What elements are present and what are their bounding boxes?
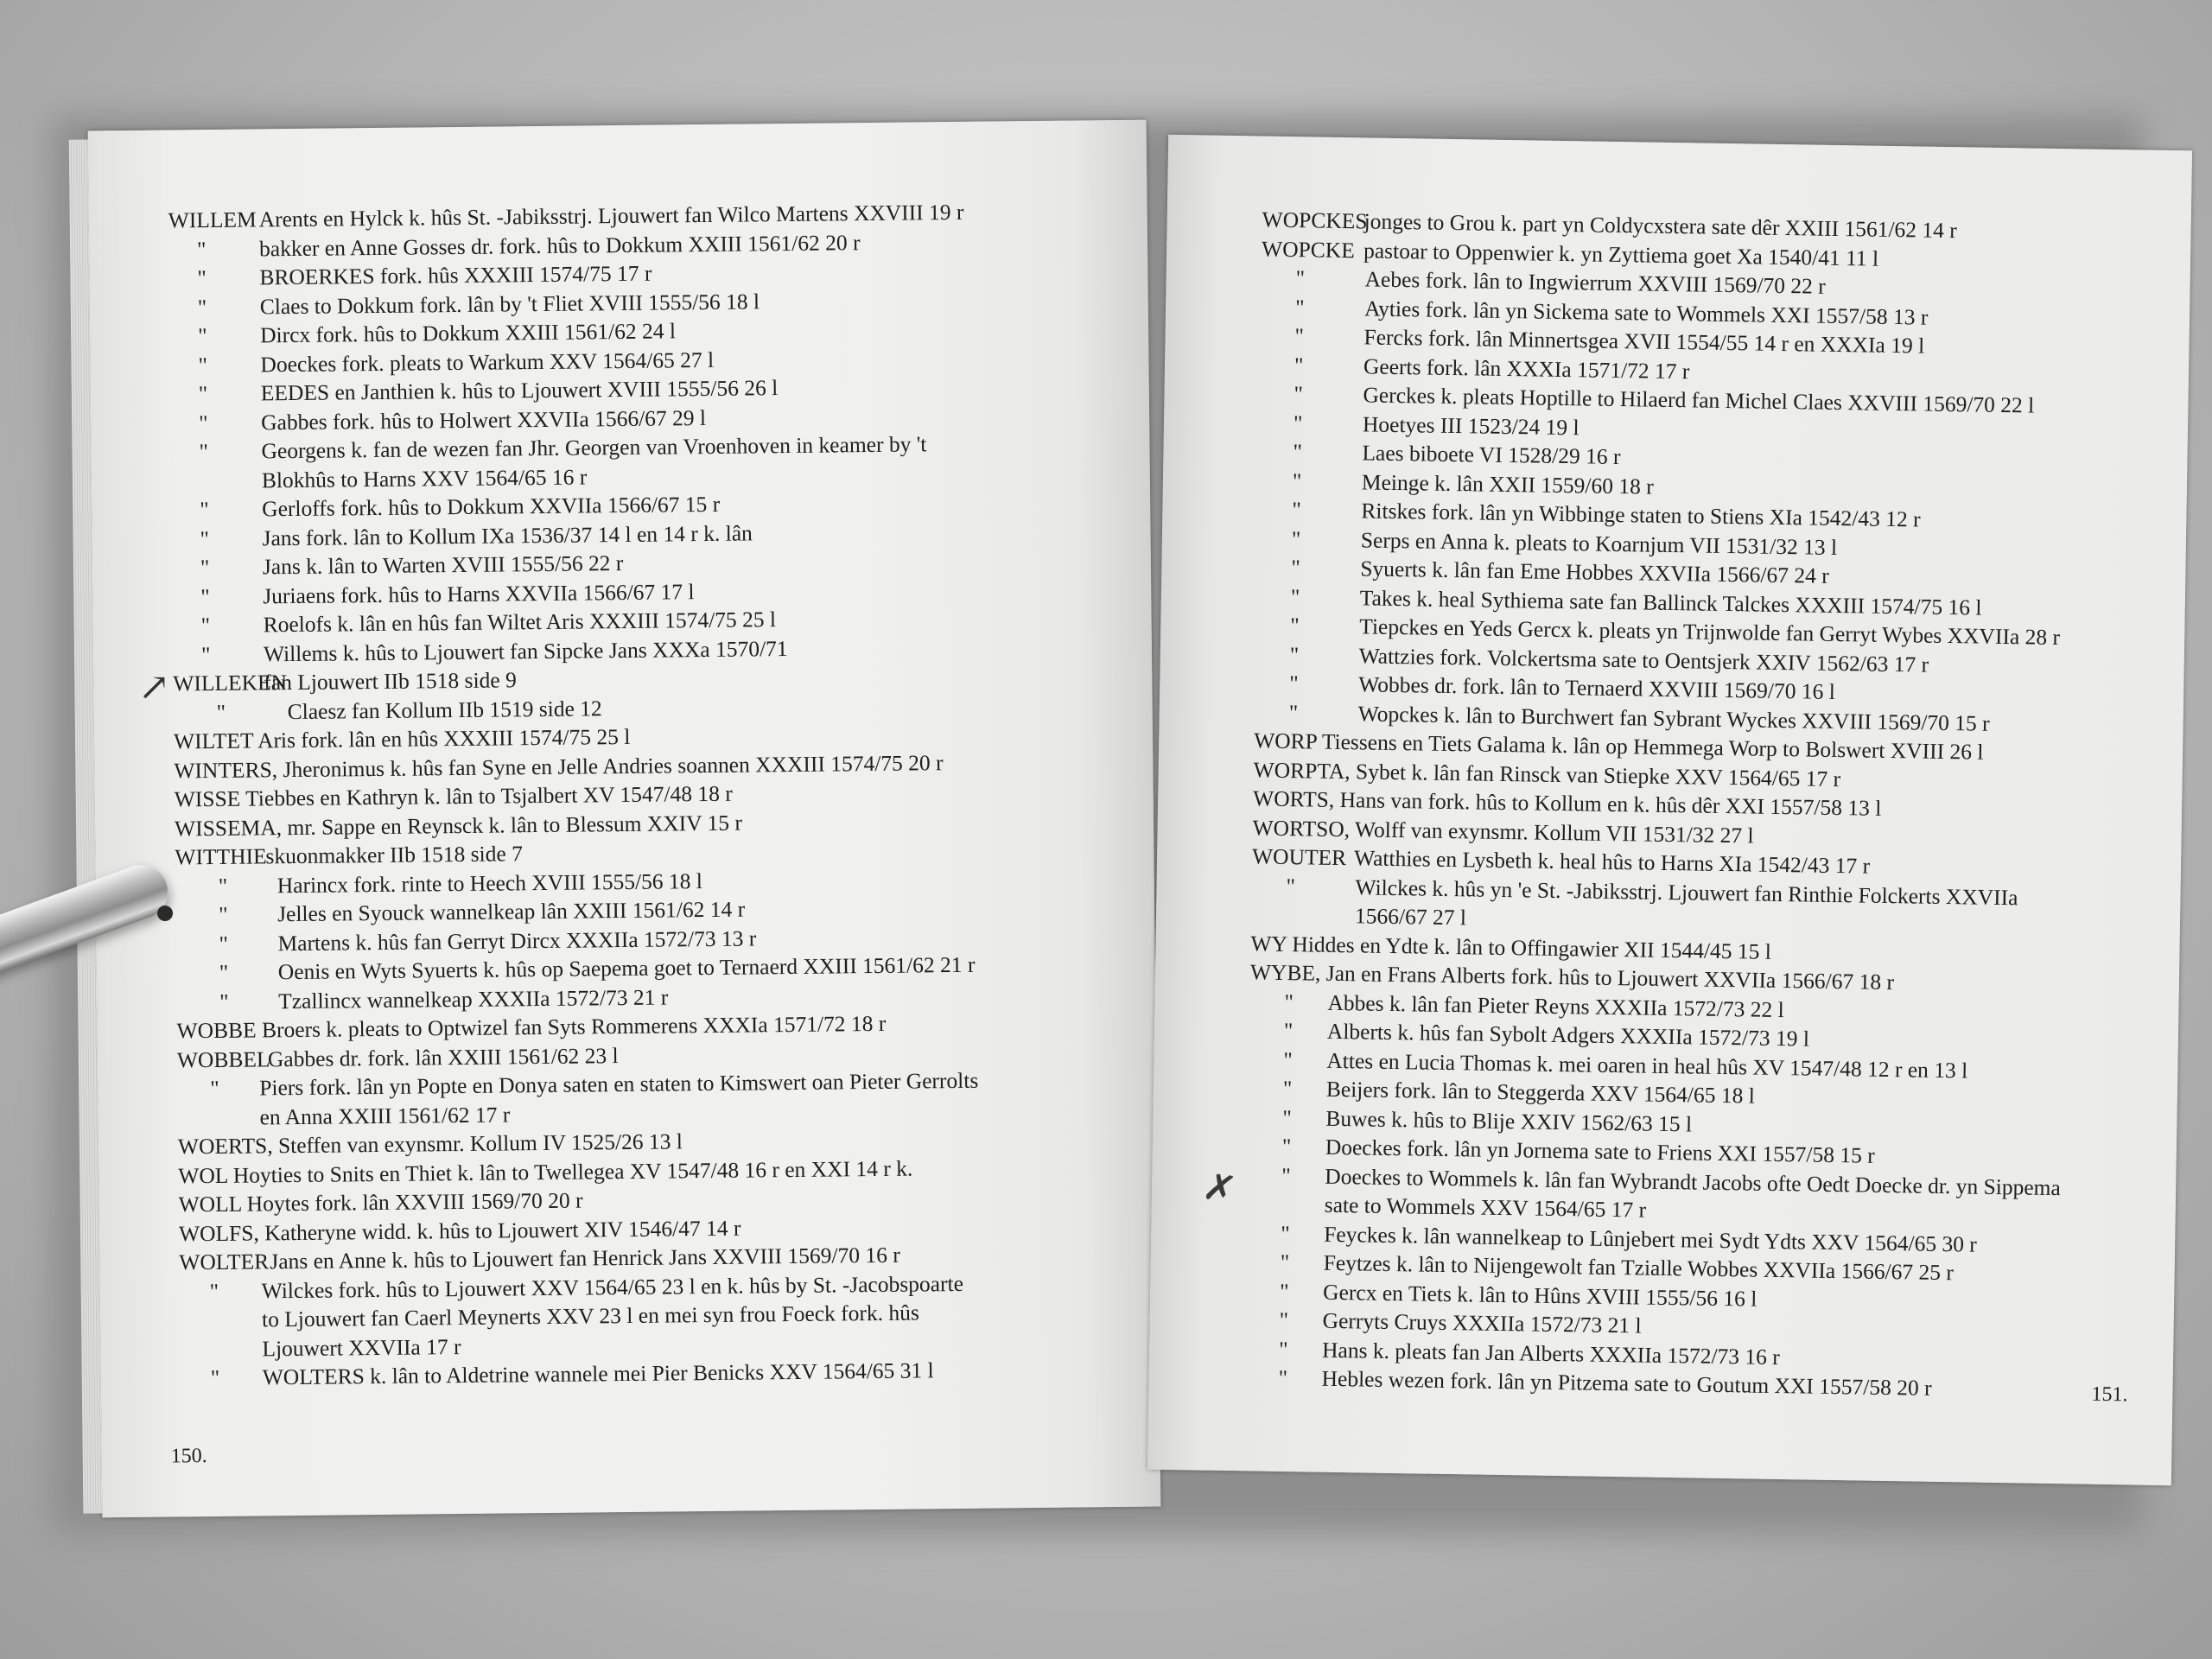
- entry-text: bakker en Anne Gosses dr. fork. hûs to Dokkum XXIII 1561/62 20 r: [258, 229, 861, 261]
- entry-text: sate to Wommels XXV 1564/65 17 r: [1324, 1192, 1647, 1223]
- entry-text: WOLFS, Katheryne widd. k. hûs to Ljouwert XIV 1546/47 14 r: [178, 1215, 741, 1246]
- entry-text: Ayties fork. lân yn Sickema sate to Wommels XXI 1557/58 13 r: [1363, 295, 1929, 330]
- entry-text: WISSE Tiebbes en Kathryn k. lân to Tsjalbert XV 1547/48 18 r: [174, 780, 733, 812]
- ditto-mark: ": [1293, 410, 1303, 435]
- ditto-mark: ": [198, 352, 208, 378]
- right-page-number: 151.: [2091, 1382, 2128, 1407]
- entry-text: Gabbes dr. fork. lân XXIII 1561/62 23 l: [267, 1042, 619, 1071]
- entry-text: Tzallincx wannelkeap XXXIIa 1572/73 21 r: [278, 983, 669, 1014]
- ditto-mark: ": [1290, 583, 1300, 609]
- entry-text: 1566/67 27 l: [1354, 903, 1467, 931]
- ditto-mark: ": [1282, 1104, 1293, 1130]
- right-page: [1147, 135, 2192, 1485]
- entry-text: Gerckes k. pleats Hoptille to Hilaerd fan Michel Claes XXVIII 1569/70 22 l: [1363, 382, 2035, 418]
- entry-text: Syuerts k. lân fan Eme Hobbes XXVIIa 1566/67 24 r: [1360, 556, 1829, 588]
- entry-text: Arents en Hylck k. hûs St. -Jabiksstrj. Ljouwert fan Wilco Martens XXVIII 19 r: [258, 199, 964, 232]
- entry-text: Jelles en Syouck wannelkeap lân XXIII 1561/62 14 r: [276, 896, 746, 927]
- ditto-mark: ": [1289, 671, 1299, 696]
- entry-text: fan Ljouwert IIb 1518 side 9: [264, 667, 517, 696]
- entry-text: Wattzies fork. Volckertsma sate to Oentsjerk XXIV 1562/63 17 r: [1358, 642, 1929, 677]
- entry-text: WOLL Hoytes fork. lân XXVIII 1569/70 20 r: [178, 1187, 583, 1217]
- ditto-mark: ": [196, 236, 207, 262]
- entry-text: EEDES en Janthien k. hûs to Ljouwert XVIII 1555/56 26 l: [260, 375, 779, 406]
- entry-text: Hoetyes III 1523/24 19 l: [1362, 410, 1580, 440]
- ditto-mark: ": [197, 265, 207, 291]
- handwritten-arrow-icon: ↗: [138, 666, 170, 709]
- entry-text: pastoar to Oppenwier k. yn Zyttiema goet Xa 1540/41 11 l: [1363, 237, 1879, 271]
- ditto-mark: ": [1289, 641, 1300, 667]
- entry-text: Ljouwert XXVIIa 17 r: [262, 1333, 461, 1361]
- entry-text: Claes to Dokkum fork. lân by 't Fliet XVIII 1555/56 18 l: [259, 288, 760, 319]
- ditto-mark: ": [198, 381, 208, 407]
- entry-text: WYBE, Jan en Frans Alberts fork. hûs to Ljouwert XXVIIa 1566/67 18 r: [1249, 959, 1895, 995]
- entry-text: Piers fork. lân yn Popte en Donya saten en staten to Kimswert oan Pieter Gerrolts: [259, 1067, 979, 1101]
- entry-text: Doeckes to Wommels k. lân fan Wybrandt Jacobs ofte Oedt Doecke dr. yn Sippema: [1325, 1163, 2062, 1200]
- ditto-mark: ": [200, 555, 210, 581]
- ditto-mark: ": [219, 959, 229, 985]
- entry-text: Roelofs k. lân en hûs fan Wiltet Aris XXXIII 1574/75 25 l: [263, 607, 777, 638]
- ditto-mark: ": [199, 439, 209, 465]
- entry-text: WORTSO, Wolff van exynsmr. Kollum VII 1531/32 27 l: [1252, 814, 1754, 849]
- ditto-mark: ": [1283, 1018, 1294, 1044]
- left-page-text: [168, 196, 1148, 1393]
- entry-text: Wopckes k. lân to Burchwert fan Sybrant Wyckes XXVIII 1569/70 15 r: [1357, 700, 1990, 736]
- ditto-mark: ": [200, 583, 210, 609]
- entry-text: skuonmakker IIb 1518 side 7: [265, 841, 524, 869]
- entry-text: WOBBE Broers k. pleats to Optwizel fan Syts Rommerens XXXIa 1571/72 18 r: [176, 1010, 887, 1044]
- entry-text: WINTERS, Jheronimus k. hûs fan Syne en Jelle Andries soannen XXXIII 1574/75 20 r: [174, 749, 944, 783]
- entry-text: Meinge k. lân XXII 1559/60 18 r: [1361, 468, 1654, 499]
- entry-headword: WOLTER: [179, 1249, 270, 1275]
- entry-text: Feytzes k. lân to Nijengewolt fan Tzialle Wobbes XXVIIa 1566/67 25 r: [1323, 1249, 1955, 1286]
- ditto-mark: ": [200, 525, 210, 551]
- ditto-mark: ": [1291, 555, 1301, 581]
- entry-text: Jans fork. lân to Kollum IXa 1536/37 14 l en 14 r k. lân: [262, 519, 753, 550]
- entry-text: WOERTS, Steffen van exynsmr. Kollum IV 1525/26 13 l: [177, 1128, 683, 1160]
- entry-text: WOL Hoyties to Snits en Thiet k. lân to Twellegea XV 1547/48 16 r en XXI 14 r k.: [178, 1155, 913, 1188]
- right-page-text: [1243, 206, 2177, 1407]
- ditto-mark: ": [1281, 1162, 1291, 1188]
- entry-text: Abbes k. lân fan Pieter Reyns XXXIIa 1572/73 22 l: [1327, 989, 1784, 1022]
- entry-text: Fercks fork. lân Minnertsgea XVII 1554/55 14 r en XXXIa 19 l: [1363, 324, 1925, 359]
- ditto-mark: ": [1281, 1134, 1292, 1160]
- ditto-mark: ": [1291, 525, 1301, 551]
- entry-headword: WILLEKEN: [173, 670, 288, 696]
- ditto-mark: ": [1282, 1076, 1293, 1102]
- entry-text: Aebes fork. lân to Ingwierrum XXVIII 1569/70 22 r: [1364, 266, 1827, 299]
- ditto-mark: ": [1292, 467, 1302, 493]
- entry-text: WORPTA, Sybet k. lân fan Rinsck van Stiepke XXV 1564/65 17 r: [1253, 756, 1841, 791]
- handwritten-x-mark-icon: ✗: [1199, 1164, 1240, 1213]
- entry-headword: WOPCKES: [1262, 207, 1368, 234]
- ditto-mark: ": [1278, 1364, 1288, 1391]
- ditto-mark: ": [1290, 613, 1300, 639]
- ditto-mark: ": [209, 1278, 219, 1304]
- entry-text: Feyckes k. lân wannelkeap to Lûnjebert mei Sydt Ydts XXV 1564/65 30 r: [1324, 1221, 1978, 1257]
- entry-text: WISSEMA, mr. Sappe en Reynsck k. lân to Blessum XXIV 15 r: [174, 810, 743, 841]
- ditto-mark: ": [1279, 1306, 1289, 1333]
- ditto-mark: ": [1284, 988, 1294, 1014]
- ditto-mark: ": [199, 410, 208, 435]
- entry-text: Martens k. hûs fan Gerryt Dircx XXXIIa 1572/73 13 r: [277, 925, 757, 956]
- entry-headword: WOBBEL: [176, 1046, 270, 1072]
- entry-text: Oenis en Wyts Syuerts k. hûs op Saepema goet to Ternaerd XXIII 1561/62 21 r: [277, 951, 976, 985]
- entry-text: Laes biboete VI 1528/29 16 r: [1362, 440, 1621, 470]
- entry-text: Takes k. heal Sythiema sate fan Ballinck Talckes XXXIII 1574/75 16 l: [1359, 584, 1982, 620]
- entry-text: Alberts k. hûs fan Sybolt Adgers XXXIIa 1572/73 19 l: [1326, 1018, 1810, 1052]
- entry-text: Ritskes fork. lân yn Wibbinge staten to Stiens XIa 1542/43 12 r: [1361, 498, 1921, 532]
- entry-text: Buwes k. hûs to Blije XXIV 1562/63 15 l: [1325, 1105, 1693, 1136]
- ditto-mark: ": [200, 613, 211, 639]
- entry-text: BROERKES fork. hûs XXXIII 1574/75 17 r: [259, 260, 652, 290]
- ditto-mark: ": [210, 1364, 220, 1391]
- entry-text: WORTS, Hans van fork. hûs to Kollum en k. hûs dêr XXI 1557/58 13 l: [1252, 785, 1882, 821]
- entry-text: Harincx fork. rinte to Heech XVIII 1555/56 18 l: [276, 868, 703, 898]
- ditto-mark: ": [1283, 1046, 1294, 1072]
- entry-text: Georgens k. fan de wezen fan Jhr. Georgen van Vroenhoven in keamer by 't: [261, 431, 927, 464]
- entry-text: jonges to Grou k. part yn Coldycxstera sate dêr XXIII 1561/62 14 r: [1363, 208, 1958, 244]
- entry-headword: WOUTER: [1251, 843, 1347, 871]
- ditto-mark: ": [1294, 381, 1304, 407]
- entry-text: Tiepckes en Yeds Gercx k. pleats yn Trijnwolde fan Gerryt Wybes XXVIIa 28 r: [1359, 613, 2061, 651]
- ditto-mark: ": [197, 323, 207, 349]
- entry-text: Geerts fork. lân XXXIa 1571/72 17 r: [1363, 353, 1690, 384]
- entry-headword: WILLEM: [168, 207, 257, 233]
- entry-text: Dircx fork. hûs to Dokkum XXIII 1561/62 24 l: [259, 318, 677, 348]
- ditto-mark: ": [1294, 352, 1304, 378]
- entry-text: Gercx en Tiets k. lân to Hûns XVIII 1555/56 16 l: [1322, 1279, 1758, 1312]
- entry-text: Wilckes fork. hûs to Ljouwert XXV 1564/65 23 l en k. hûs by St. -Jacobspoarte: [261, 1270, 964, 1303]
- entry-text: Doeckes fork. lân yn Jornema sate to Friens XXI 1557/58 15 r: [1325, 1134, 1875, 1168]
- entry-text: Juriaens fork. hûs to Harns XXVIIa 1566/67 17 l: [263, 578, 695, 608]
- ditto-mark: ": [1278, 1336, 1288, 1362]
- entry-text: Serps en Anna k. pleats to Koarnjum VII 1531/32 13 l: [1360, 526, 1838, 560]
- entry-text: Claesz fan Kollum IIb 1519 side 12: [287, 695, 602, 724]
- ditto-mark: ": [1294, 323, 1305, 349]
- entry-text: Hebles wezen fork. lân yn Pitzema sate to Goutum XXI 1557/58 20 r: [1321, 1365, 1932, 1401]
- entry-text: Blokhûs to Harns XXV 1564/65 16 r: [261, 463, 588, 493]
- entry-text: Wilckes k. hûs yn 'e St. -Jabiksstrj. Ljouwert fan Rinthie Folckerts XXVIIa: [1355, 874, 2018, 910]
- entry-text: Gerloffs fork. hûs to Dokkum XXVIIa 1566/67 15 r: [262, 491, 721, 522]
- entry-headword: WITTHIE: [175, 843, 267, 870]
- entry-text: Willems k. hûs to Ljouwert fan Sipcke Jans XXXa 1570/71: [263, 635, 788, 666]
- entry-text: en Anna XXIII 1561/62 17 r: [259, 1101, 511, 1129]
- ditto-mark: ": [200, 497, 209, 523]
- entry-text: Hans k. pleats fan Jan Alberts XXXIIa 1572/73 16 r: [1321, 1337, 1781, 1370]
- ditto-mark: ": [210, 1075, 219, 1102]
- ditto-mark: ": [219, 931, 229, 957]
- ditto-mark: ": [1295, 265, 1306, 291]
- ditto-mark: ": [197, 294, 207, 320]
- ditto-mark: ": [1280, 1249, 1290, 1275]
- entry-text: WY Hiddes en Ydte k. lân to Offingawier XII 1544/45 15 l: [1250, 930, 1772, 964]
- ditto-mark: ": [200, 641, 211, 667]
- entry-text: WILTET Aris fork. lân en hûs XXXIII 1574/75 25 l: [173, 723, 631, 754]
- entry-text: Gerryts Cruys XXXIIa 1572/73 21 l: [1322, 1307, 1642, 1338]
- ditto-mark: ": [218, 901, 228, 927]
- ditto-mark: ": [1292, 497, 1302, 523]
- ditto-mark: ": [1281, 1220, 1290, 1246]
- entry-text: Attes en Lucia Thomas k. mei oaren in heal hûs XV 1547/48 12 r en 13 l: [1326, 1047, 1968, 1083]
- ditto-mark: ": [1286, 873, 1296, 899]
- entry-text: to Ljouwert fan Caerl Meynerts XXV 23 l en mei syn frou Foeck fork. hûs: [261, 1300, 919, 1332]
- entry-text: Beijers fork. lân to Steggerda XXV 1564/65 18 l: [1325, 1076, 1756, 1109]
- entry-text: WOLTERS k. lân to Aldetrine wannele mei Pier Benicks XXV 1564/65 31 l: [262, 1357, 934, 1390]
- ditto-mark: ": [1294, 294, 1305, 320]
- ditto-mark: ": [1279, 1278, 1289, 1304]
- ditto-mark: ": [1288, 699, 1299, 725]
- ditto-mark: ": [216, 699, 226, 725]
- entry-text: Gabbes fork. hûs to Holwert XXVIIa 1566/67 29 l: [261, 404, 707, 435]
- ditto-mark: ": [219, 988, 229, 1014]
- ditto-mark: ": [218, 873, 228, 899]
- entry-text: Doeckes fork. pleats to Warkum XXV 1564/65 27 l: [260, 346, 715, 377]
- entry-text: WORP Tiessens en Tiets Galama k. lân op Hemmega Worp to Bolswert XVIII 26 l: [1253, 728, 1984, 765]
- left-page: [88, 120, 1161, 1518]
- left-page-number: 150.: [170, 1445, 207, 1468]
- entry-text: Wobbes dr. fork. lân to Ternaerd XXVIII 1569/70 16 l: [1358, 671, 1836, 704]
- ditto-mark: ": [1293, 439, 1303, 465]
- entry-text: Jans en Anne k. hûs to Ljouwert fan Henrick Jans XXVIII 1569/70 16 r: [270, 1242, 900, 1274]
- entry-text: Watthies en Lysbeth k. heal hûs to Harns XIa 1542/43 17 r: [1353, 845, 1871, 879]
- entry-text: Jans k. lân to Warten XVIII 1555/56 22 r: [262, 550, 624, 580]
- entry-headword: WOPCKE: [1261, 236, 1356, 263]
